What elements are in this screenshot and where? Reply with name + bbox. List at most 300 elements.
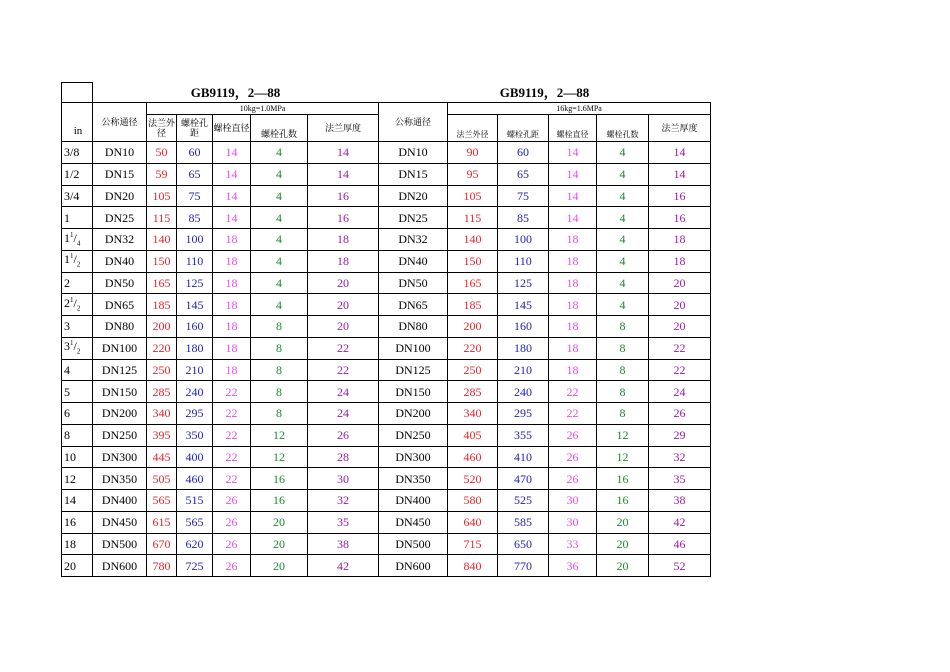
flange-od-left: 780	[147, 555, 177, 577]
flange-od-left: 615	[147, 511, 177, 533]
bolt-dia-left: 26	[213, 511, 251, 533]
bolt-pcd-right: 650	[498, 533, 549, 555]
flange-od-right: 840	[448, 555, 498, 577]
nominal-diameter-left: DN65	[93, 294, 147, 316]
table-row	[62, 381, 711, 403]
thickness-left: 16	[308, 207, 379, 229]
header-nominal-left: 公称通径	[93, 103, 147, 142]
inch-size-cell: 12	[62, 468, 93, 490]
thickness-right: 16	[649, 207, 711, 229]
bolt-count-left: 12	[251, 424, 308, 446]
thickness-right: 42	[649, 511, 711, 533]
bolt-count-left: 12	[251, 446, 308, 468]
bolt-dia-right: 18	[549, 272, 597, 294]
inch-denominator: 2	[76, 347, 81, 356]
table-row	[62, 490, 711, 512]
table-row	[62, 142, 711, 164]
thickness-right: 18	[649, 250, 711, 272]
thickness-right: 18	[649, 229, 711, 251]
thickness-right: 46	[649, 533, 711, 555]
bolt-count-left: 4	[251, 185, 308, 207]
pressure-label-left: 10kg=1.0MPa	[147, 103, 379, 115]
thickness-right: 26	[649, 403, 711, 425]
flange-od-left: 250	[147, 359, 177, 381]
table-row	[62, 424, 711, 446]
nominal-diameter-right: DN32	[379, 229, 448, 251]
nominal-diameter-right: DN600	[379, 555, 448, 577]
flange-od-left: 445	[147, 446, 177, 468]
bolt-dia-left: 22	[213, 424, 251, 446]
bolt-dia-left: 26	[213, 490, 251, 512]
thickness-right: 14	[649, 142, 711, 164]
bolt-pcd-right: 240	[498, 381, 549, 403]
nominal-diameter-left: DN10	[93, 142, 147, 164]
bolt-count-right: 8	[597, 337, 649, 359]
flange-od-right: 200	[448, 316, 498, 338]
bolt-count-right: 8	[597, 359, 649, 381]
bolt-count-left: 4	[251, 250, 308, 272]
nominal-diameter-left: DN450	[93, 511, 147, 533]
nominal-diameter-right: DN500	[379, 533, 448, 555]
flange-od-left: 150	[147, 250, 177, 272]
inch-slash: /	[73, 295, 77, 310]
bolt-count-right: 8	[597, 316, 649, 338]
flange-od-right: 580	[448, 490, 498, 512]
flange-od-left: 185	[147, 294, 177, 316]
thickness-left: 22	[308, 337, 379, 359]
thickness-right: 52	[649, 555, 711, 577]
bolt-count-left: 4	[251, 142, 308, 164]
thickness-right: 29	[649, 424, 711, 446]
thickness-left: 32	[308, 490, 379, 512]
bolt-pcd-right: 160	[498, 316, 549, 338]
flange-od-left: 200	[147, 316, 177, 338]
bolt-count-right: 12	[597, 446, 649, 468]
nominal-diameter-right: DN40	[379, 250, 448, 272]
bolt-pcd-left: 125	[177, 272, 213, 294]
nominal-diameter-left: DN400	[93, 490, 147, 512]
bolt-count-right: 20	[597, 555, 649, 577]
inch-size-cell: 1	[62, 207, 93, 229]
bolt-dia-left: 14	[213, 163, 251, 185]
inch-size-cell: 4	[62, 359, 93, 381]
flange-od-right: 150	[448, 250, 498, 272]
bolt-pcd-left: 240	[177, 381, 213, 403]
thickness-left: 26	[308, 424, 379, 446]
bolt-pcd-left: 145	[177, 294, 213, 316]
bolt-dia-right: 14	[549, 185, 597, 207]
bolt-count-left: 8	[251, 316, 308, 338]
nominal-diameter-right: DN10	[379, 142, 448, 164]
bolt-count-left: 4	[251, 229, 308, 251]
inch-size-cell: 3/8	[62, 142, 93, 164]
thickness-left: 14	[308, 142, 379, 164]
inch-whole: 2	[64, 295, 70, 310]
nominal-diameter-left: DN350	[93, 468, 147, 490]
bolt-dia-right: 26	[549, 446, 597, 468]
bolt-count-right: 20	[597, 511, 649, 533]
bolt-dia-left: 14	[213, 207, 251, 229]
thickness-left: 30	[308, 468, 379, 490]
standard-title-left: GB9119，2—88	[93, 83, 379, 103]
nominal-diameter-right: DN80	[379, 316, 448, 338]
thickness-left: 38	[308, 533, 379, 555]
inch-size-cell: 16	[62, 511, 93, 533]
inch-size-cell: 2	[62, 272, 93, 294]
bolt-pcd-left: 210	[177, 359, 213, 381]
table-row	[62, 359, 711, 381]
flange-od-left: 140	[147, 229, 177, 251]
thickness-right: 32	[649, 446, 711, 468]
bolt-pcd-right: 210	[498, 359, 549, 381]
inch-numerator: 1	[70, 252, 74, 261]
inch-size-cell	[62, 229, 93, 251]
bolt-dia-right: 14	[549, 207, 597, 229]
nominal-diameter-right: DN350	[379, 468, 448, 490]
table-row	[62, 511, 711, 533]
table-row	[62, 468, 711, 490]
inch-size-cell: 3	[62, 316, 93, 338]
nominal-diameter-left: DN80	[93, 316, 147, 338]
bolt-dia-left: 18	[213, 229, 251, 251]
bolt-pcd-left: 515	[177, 490, 213, 512]
bolt-pcd-right: 100	[498, 229, 549, 251]
bolt-count-left: 4	[251, 163, 308, 185]
nominal-diameter-right: DN300	[379, 446, 448, 468]
inch-size-cell: 5	[62, 381, 93, 403]
bolt-dia-right: 33	[549, 533, 597, 555]
inch-numerator: 1	[70, 339, 74, 348]
flange-od-right: 165	[448, 272, 498, 294]
bolt-dia-left: 18	[213, 250, 251, 272]
bolt-count-left: 8	[251, 359, 308, 381]
bolt-pcd-right: 65	[498, 163, 549, 185]
table-row	[62, 555, 711, 577]
bolt-count-left: 4	[251, 272, 308, 294]
bolt-count-right: 4	[597, 229, 649, 251]
bolt-count-right: 4	[597, 294, 649, 316]
bolt-pcd-right: 180	[498, 337, 549, 359]
bolt-pcd-right: 770	[498, 555, 549, 577]
nominal-diameter-right: DN150	[379, 381, 448, 403]
bolt-pcd-right: 470	[498, 468, 549, 490]
nominal-diameter-left: DN200	[93, 403, 147, 425]
flange-od-right: 460	[448, 446, 498, 468]
inch-size-cell: 1/2	[62, 163, 93, 185]
bolt-count-right: 8	[597, 381, 649, 403]
bolt-pcd-left: 85	[177, 207, 213, 229]
thickness-right: 35	[649, 468, 711, 490]
inch-size-cell	[62, 337, 93, 359]
header-bolt-pcd-left: 螺栓孔距	[177, 115, 213, 142]
table-row	[62, 533, 711, 555]
bolt-count-right: 8	[597, 403, 649, 425]
header-bolt-pcd-right: 螺栓孔距	[498, 115, 549, 142]
table-row	[62, 250, 711, 272]
header-bolt-dia-right: 螺栓直径	[549, 115, 597, 142]
bolt-pcd-right: 75	[498, 185, 549, 207]
nominal-diameter-left: DN100	[93, 337, 147, 359]
bolt-pcd-left: 620	[177, 533, 213, 555]
nominal-diameter-left: DN20	[93, 185, 147, 207]
inch-size-cell: 8	[62, 424, 93, 446]
bolt-dia-left: 18	[213, 359, 251, 381]
table-row	[62, 316, 711, 338]
inch-slash: /	[73, 339, 77, 354]
bolt-dia-left: 14	[213, 185, 251, 207]
inch-whole: 1	[64, 230, 70, 245]
nominal-diameter-left: DN250	[93, 424, 147, 446]
thickness-left: 22	[308, 359, 379, 381]
inch-size-cell: 10	[62, 446, 93, 468]
inch-denominator: 2	[76, 304, 81, 313]
bolt-pcd-left: 100	[177, 229, 213, 251]
flange-spec-table	[61, 82, 711, 577]
bolt-count-left: 16	[251, 490, 308, 512]
bolt-dia-right: 18	[549, 229, 597, 251]
flange-od-right: 115	[448, 207, 498, 229]
header-nominal-right: 公称通径	[379, 103, 448, 142]
inch-whole: 1	[64, 252, 70, 267]
thickness-left: 18	[308, 250, 379, 272]
nominal-diameter-right: DN125	[379, 359, 448, 381]
bolt-pcd-right: 355	[498, 424, 549, 446]
flange-od-left: 565	[147, 490, 177, 512]
nominal-diameter-left: DN300	[93, 446, 147, 468]
header-thickness-left: 法兰厚度	[308, 115, 379, 142]
thickness-left: 28	[308, 446, 379, 468]
thickness-right: 22	[649, 359, 711, 381]
bolt-pcd-right: 525	[498, 490, 549, 512]
flange-od-right: 95	[448, 163, 498, 185]
bolt-dia-left: 18	[213, 294, 251, 316]
bolt-pcd-right: 585	[498, 511, 549, 533]
bolt-count-right: 4	[597, 250, 649, 272]
bolt-count-right: 4	[597, 185, 649, 207]
bolt-pcd-left: 75	[177, 185, 213, 207]
flange-od-right: 715	[448, 533, 498, 555]
thickness-left: 24	[308, 403, 379, 425]
nominal-diameter-right: DN50	[379, 272, 448, 294]
flange-od-left: 395	[147, 424, 177, 446]
flange-od-right: 285	[448, 381, 498, 403]
bolt-count-right: 4	[597, 142, 649, 164]
bolt-pcd-left: 180	[177, 337, 213, 359]
thickness-right: 16	[649, 185, 711, 207]
bolt-dia-right: 30	[549, 490, 597, 512]
flange-od-right: 185	[448, 294, 498, 316]
bolt-pcd-left: 400	[177, 446, 213, 468]
inch-denominator: 2	[76, 260, 81, 269]
thickness-left: 18	[308, 229, 379, 251]
thickness-left: 14	[308, 163, 379, 185]
nominal-diameter-right: DN65	[379, 294, 448, 316]
header-flange-od-left: 法兰外径	[147, 115, 177, 142]
thickness-left: 42	[308, 555, 379, 577]
flange-od-right: 520	[448, 468, 498, 490]
bolt-count-right: 16	[597, 468, 649, 490]
bolt-dia-right: 26	[549, 468, 597, 490]
thickness-right: 14	[649, 163, 711, 185]
inch-denominator: 4	[76, 239, 81, 248]
thickness-right: 20	[649, 316, 711, 338]
flange-od-left: 340	[147, 403, 177, 425]
bolt-dia-right: 18	[549, 294, 597, 316]
bolt-dia-right: 18	[549, 250, 597, 272]
header-thickness-right: 法兰厚度	[649, 115, 711, 142]
thickness-left: 20	[308, 272, 379, 294]
flange-od-left: 670	[147, 533, 177, 555]
table-row	[62, 163, 711, 185]
thickness-left: 20	[308, 294, 379, 316]
nominal-diameter-right: DN200	[379, 403, 448, 425]
thickness-right: 38	[649, 490, 711, 512]
bolt-count-right: 20	[597, 533, 649, 555]
nominal-diameter-left: DN40	[93, 250, 147, 272]
bolt-pcd-left: 110	[177, 250, 213, 272]
inch-size-cell: 3/4	[62, 185, 93, 207]
nominal-diameter-left: DN50	[93, 272, 147, 294]
bolt-dia-left: 22	[213, 381, 251, 403]
bolt-dia-left: 26	[213, 555, 251, 577]
bolt-pcd-right: 85	[498, 207, 549, 229]
bolt-count-left: 8	[251, 381, 308, 403]
table-row	[62, 207, 711, 229]
inch-size-cell	[62, 294, 93, 316]
bolt-count-right: 4	[597, 163, 649, 185]
standard-title-right: GB9119，2—88	[379, 83, 711, 103]
inch-numerator: 1	[70, 295, 74, 304]
table-row	[62, 446, 711, 468]
inch-size-cell: 6	[62, 403, 93, 425]
table-row	[62, 337, 711, 359]
bolt-dia-right: 26	[549, 424, 597, 446]
flange-od-right: 250	[448, 359, 498, 381]
table-row	[62, 229, 711, 251]
bolt-dia-right: 18	[549, 359, 597, 381]
header-in: in	[62, 103, 93, 142]
header-flange-od-right: 法兰外径	[448, 115, 498, 142]
bolt-count-left: 20	[251, 511, 308, 533]
flange-od-left: 285	[147, 381, 177, 403]
nominal-diameter-left: DN150	[93, 381, 147, 403]
flange-od-left: 165	[147, 272, 177, 294]
nominal-diameter-right: DN100	[379, 337, 448, 359]
table-row	[62, 185, 711, 207]
bolt-dia-left: 18	[213, 316, 251, 338]
bolt-dia-right: 18	[549, 316, 597, 338]
flange-od-right: 105	[448, 185, 498, 207]
flange-od-left: 505	[147, 468, 177, 490]
bolt-dia-right: 14	[549, 142, 597, 164]
bolt-dia-left: 18	[213, 272, 251, 294]
thickness-left: 35	[308, 511, 379, 533]
bolt-pcd-left: 65	[177, 163, 213, 185]
bolt-pcd-right: 125	[498, 272, 549, 294]
bolt-count-left: 16	[251, 468, 308, 490]
nominal-diameter-left: DN15	[93, 163, 147, 185]
nominal-diameter-left: DN500	[93, 533, 147, 555]
bolt-count-right: 16	[597, 490, 649, 512]
bolt-count-left: 8	[251, 403, 308, 425]
nominal-diameter-left: DN32	[93, 229, 147, 251]
bolt-count-left: 20	[251, 555, 308, 577]
bolt-pcd-right: 145	[498, 294, 549, 316]
inch-size-cell: 20	[62, 555, 93, 577]
flange-od-left: 220	[147, 337, 177, 359]
bolt-dia-right: 36	[549, 555, 597, 577]
flange-od-right: 90	[448, 142, 498, 164]
bolt-count-left: 20	[251, 533, 308, 555]
nominal-diameter-left: DN125	[93, 359, 147, 381]
table-row	[62, 272, 711, 294]
bolt-pcd-left: 160	[177, 316, 213, 338]
bolt-pcd-left: 60	[177, 142, 213, 164]
bolt-count-left: 4	[251, 207, 308, 229]
nominal-diameter-left: DN600	[93, 555, 147, 577]
bolt-pcd-right: 295	[498, 403, 549, 425]
bolt-count-right: 12	[597, 424, 649, 446]
bolt-dia-right: 14	[549, 163, 597, 185]
header-bolt-count-left: 螺栓孔数	[251, 115, 308, 142]
bolt-count-right: 4	[597, 207, 649, 229]
inch-size-cell	[62, 250, 93, 272]
bolt-pcd-left: 295	[177, 403, 213, 425]
bolt-pcd-left: 565	[177, 511, 213, 533]
nominal-diameter-right: DN450	[379, 511, 448, 533]
nominal-diameter-right: DN25	[379, 207, 448, 229]
bolt-dia-left: 22	[213, 468, 251, 490]
bolt-dia-right: 22	[549, 381, 597, 403]
thickness-right: 20	[649, 294, 711, 316]
bolt-dia-left: 22	[213, 446, 251, 468]
bolt-pcd-left: 350	[177, 424, 213, 446]
nominal-diameter-right: DN15	[379, 163, 448, 185]
flange-od-right: 340	[448, 403, 498, 425]
inch-numerator: 1	[70, 230, 74, 239]
corner-cell	[62, 83, 93, 103]
flange-od-right: 640	[448, 511, 498, 533]
bolt-dia-right: 18	[549, 337, 597, 359]
bolt-pcd-right: 60	[498, 142, 549, 164]
bolt-pcd-right: 410	[498, 446, 549, 468]
flange-od-right: 220	[448, 337, 498, 359]
flange-od-left: 59	[147, 163, 177, 185]
thickness-right: 20	[649, 272, 711, 294]
bolt-dia-left: 18	[213, 337, 251, 359]
flange-od-left: 105	[147, 185, 177, 207]
bolt-dia-right: 30	[549, 511, 597, 533]
inch-size-cell: 14	[62, 490, 93, 512]
flange-od-left: 115	[147, 207, 177, 229]
bolt-pcd-left: 725	[177, 555, 213, 577]
header-bolt-dia-left: 螺栓直径	[213, 115, 251, 142]
inch-whole: 3	[64, 339, 70, 354]
thickness-left: 16	[308, 185, 379, 207]
nominal-diameter-right: DN250	[379, 424, 448, 446]
table-row	[62, 403, 711, 425]
thickness-right: 22	[649, 337, 711, 359]
pressure-label-right: 16kg=1.6MPa	[448, 103, 711, 115]
bolt-dia-left: 14	[213, 142, 251, 164]
bolt-count-right: 4	[597, 272, 649, 294]
nominal-diameter-left: DN25	[93, 207, 147, 229]
thickness-left: 24	[308, 381, 379, 403]
nominal-diameter-right: DN400	[379, 490, 448, 512]
bolt-count-left: 4	[251, 294, 308, 316]
flange-od-right: 405	[448, 424, 498, 446]
header-bolt-count-right: 螺栓孔数	[597, 115, 649, 142]
